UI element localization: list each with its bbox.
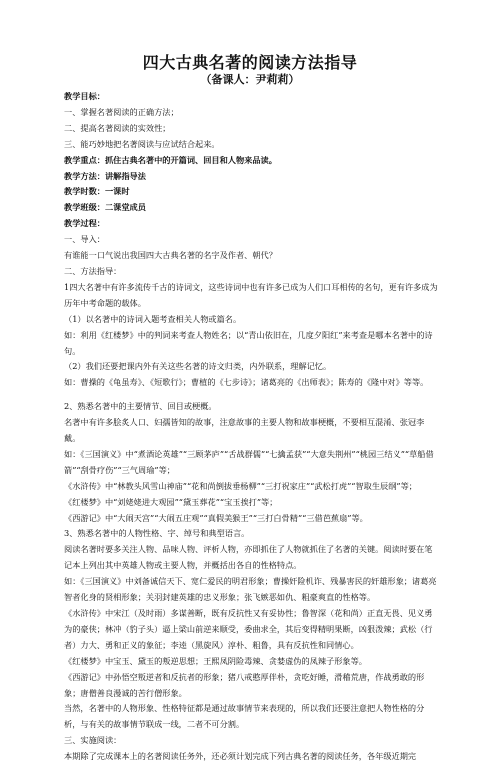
paragraph: 教学方法：讲解指导法 (64, 170, 146, 181)
paragraph: 教学班级：二课堂成员 (64, 202, 146, 213)
paragraph: 《水浒传》中“林教头风雪山神庙”“花和尚倒拔垂杨柳”“三打祝家庄”“武松打虎”“智取生辰纲”等； (64, 480, 417, 491)
paragraph: 名著中有许多脍炙人口、妇孺皆知的故事，注意故事的主要人物和故事梗概，不要相互混淆、张冠李戴。 (64, 417, 425, 444)
paragraph: 如：利用《红楼梦》中的判词来考查人物姓名；以“青山依旧在，几度夕阳红”来考查是哪本名著中的诗句。 (64, 329, 433, 356)
paragraph: 《红楼梦》中“刘姥姥进大观园”“黛玉葬花”“宝玉挨打”等； (64, 496, 278, 507)
paragraph: 教学过程： (64, 218, 105, 229)
paragraph: 《西游记》中“大闹天宫”“大闹五庄观”“真假美猴王”“三打白骨精”“三借芭蕉扇”等。 (64, 512, 368, 523)
document-subtitle: （备课人：尹莉莉） (200, 73, 300, 86)
paragraph: 一、导入： (64, 234, 105, 245)
paragraph: 二、方法指导： (64, 265, 122, 276)
paragraph: 本期除了完成课本上的名著阅读任务外，还必须计划完成下列古典名著的阅读任务，各年级近期完 (64, 751, 417, 762)
paragraph: 《红楼梦》中宝玉、黛玉的叛逆思想；王熙凤阴险毒辣、贪婪虚伪的凤辣子形象等。 (64, 655, 367, 666)
paragraph: （2）我们还要把课内外有关这些名著的诗文归类，内外联系，理解记忆。 (64, 361, 332, 372)
paragraph: 一、掌握名著阅读的正确方法； (64, 106, 179, 117)
paragraph: 三、能巧妙地把名著阅读与应试结合起来。 (64, 138, 220, 149)
paragraph: 教学时数：一课时 (64, 186, 130, 197)
paragraph: 如：《三国演义》中刘备诚信天下、宽仁爱民的明君形象；曹操奸险机诈、残暴害民的奸雄形象；诸葛亮智者化身的贤相形象；关羽封建英雄的忠义形象；张飞嫉恶如仇、粗豪爽直的性格等。 (64, 576, 437, 603)
paragraph: 《西游记》中孙悟空叛逆者和反抗者的形象；猪八戒憨厚伴朴，贪吃好睡，滑稽荒唐，作战勇敢的形象；唐僧善良漫诚的苦行僧形象。 (64, 671, 425, 698)
paragraph: 二、提高名著阅读的实效性； (64, 122, 171, 133)
paragraph: 当然，名著中的人物形象、性格特征都是通过故事情节来表现的，所以我们还要注意把人物性格的分析，与有关的故事情节联成一线，二者不可分割。 (64, 703, 425, 730)
paragraph: （1）以名著中的诗词入题考查相关人物或篇名。 (64, 313, 242, 324)
paragraph: 如：《三国演义》中“煮酒论英雄”“三顾茅庐”“舌战群儒”“七擒孟获”“大意失荆州”“桃园三结义”“草船借箭”“刮骨疗伤”“三气周瑜”等； (64, 448, 434, 475)
paragraph: 《水浒传》中宋江（及时雨）多谋善断，既有反抗性又有妥协性；鲁智深（花和尚）正直无畏、见义勇为的豪侠；林冲（豹子头）逼上梁山前逆来顺受，委曲求全，其后变得精明果断，凶狠泼辣；武松（行者）力大、勇和正义的象征；李逵（黑旋风）淳朴、粗鲁，具有反抗性和同情心。 (64, 608, 433, 650)
paragraph: 如：曹操的《龟虽寿》、《短歌行》；曹植的《七步诗》；诸葛亮的《出师表》；陈寿的《隆中对》等等。 (64, 377, 429, 388)
paragraph: 有谁能一口气说出我国四大古典名著的名字及作者、朝代？ (64, 250, 277, 261)
paragraph: 阅读名著时要多关注人物、品味人物、评析人物，亦即抓住了人物就抓住了名著的关键。阅读时要在笔记本上列出其中英雄人物或主要人物，并概括出各自的性格特点。 (64, 544, 433, 571)
paragraph: 3、熟悉名著中的人物性格、字、绰号和典型语言。 (64, 528, 250, 539)
paragraph: 教学重点：抓住古典名著中的开篇词、回目和人物来品读。 (64, 154, 277, 165)
paragraph: 三、实施阅读： (64, 735, 122, 746)
paragraph: 1四大名著中有许多流传千古的诗词文，这些诗词中也有许多已成为人们口耳相传的名句，更有许多成为历年中考命题的载体。 (64, 281, 438, 308)
paragraph-gap (64, 391, 440, 399)
document-body (64, 89, 440, 765)
document-title: 四大古典名著的阅读方法指导 (142, 53, 358, 72)
paragraph: 2、熟悉名著中的主要情节、回目或梗概。 (64, 401, 217, 412)
paragraph: 教学目标： (64, 91, 105, 101)
